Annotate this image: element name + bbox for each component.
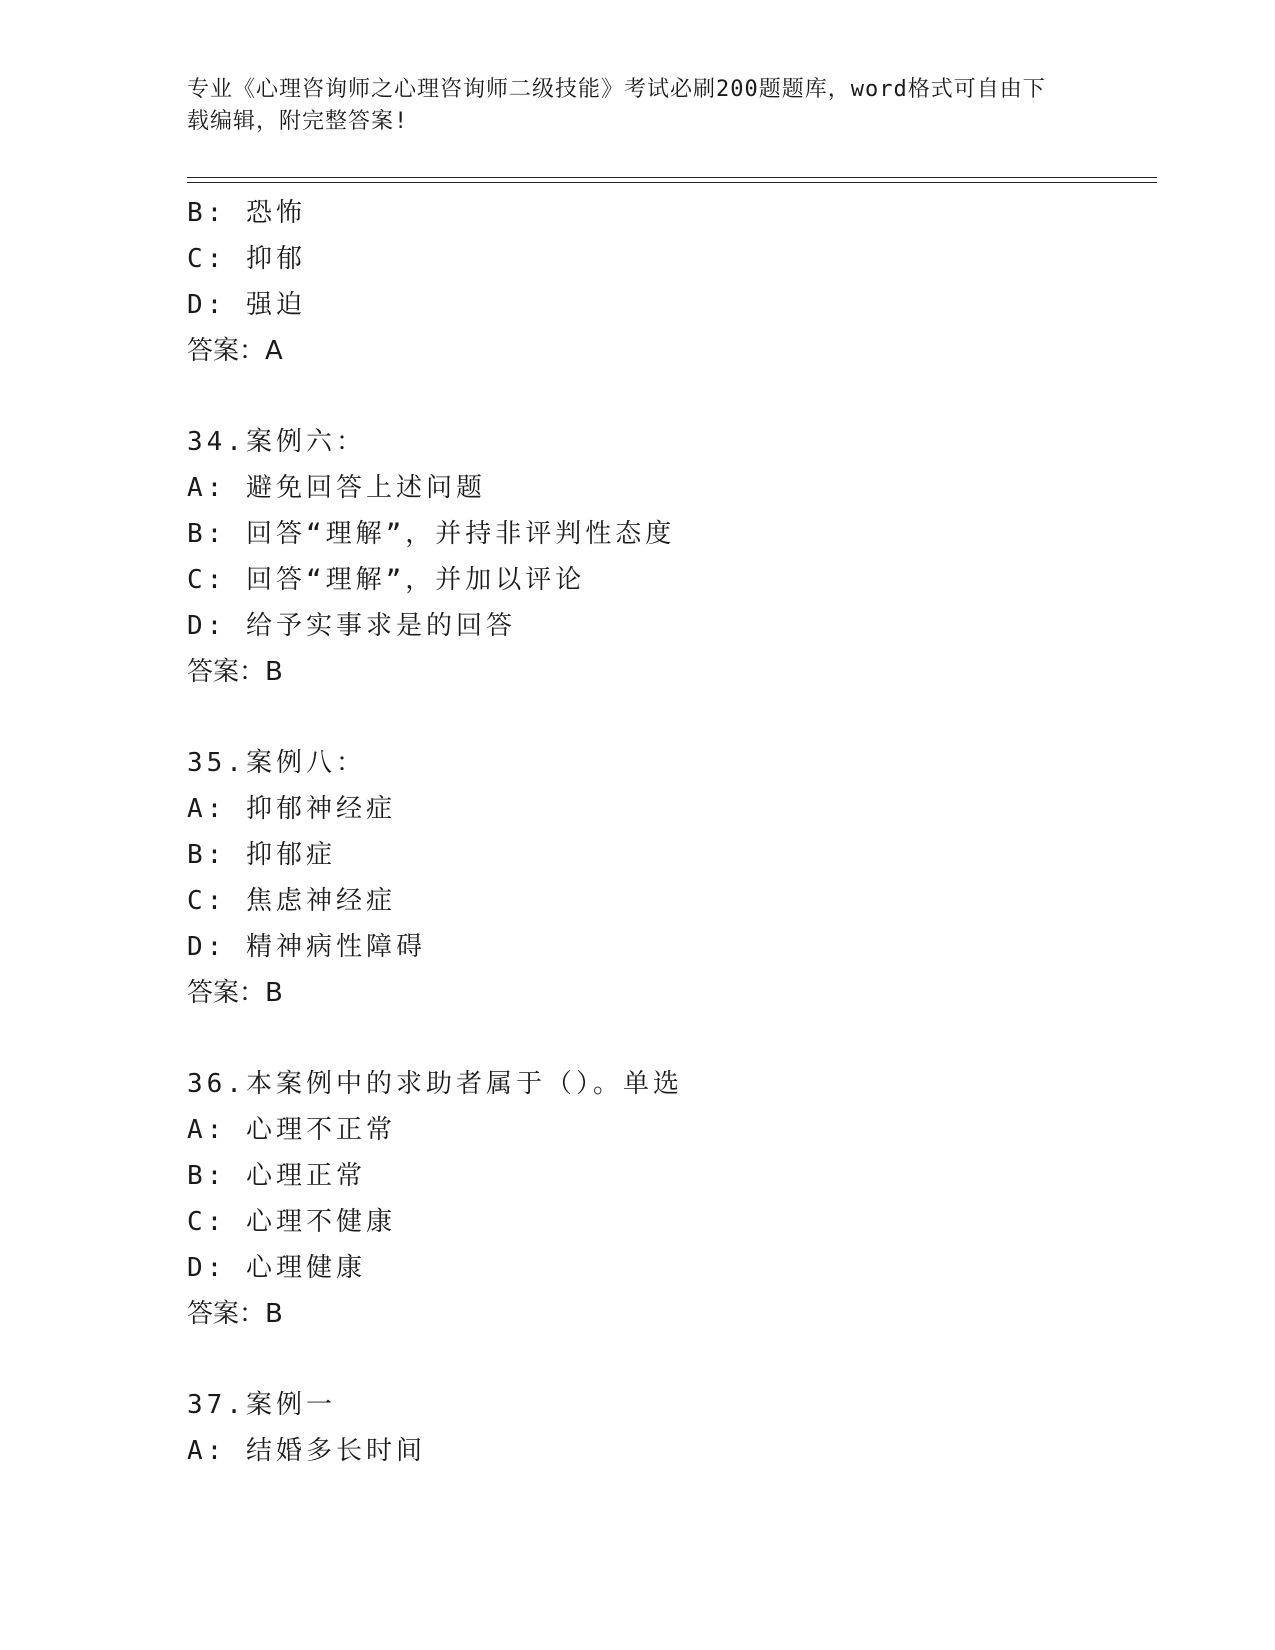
option-b: B: 恐怖 <box>187 198 306 228</box>
header-divider <box>187 177 1157 183</box>
option-d: D: 精神病性障碍 <box>187 932 426 962</box>
option-a: A: 心理不正常 <box>187 1115 396 1145</box>
question-37 <box>187 1382 1157 1474</box>
spacer <box>187 374 1157 419</box>
option-a: A: 结婚多长时间 <box>187 1436 426 1466</box>
document-header: 专业《心理咨询师之心理咨询师二级技能》考试必刷200题题库，word格式可自由下载编辑，附完整答案! <box>187 77 1046 134</box>
option-d: D: 给予实事求是的回答 <box>187 611 516 641</box>
spacer <box>187 1016 1157 1061</box>
question-stem: 36.本案例中的求助者属于（）。单选 <box>187 1069 683 1099</box>
question-stem: 34.案例六： <box>187 427 366 457</box>
answer: 答案：B <box>187 978 283 1008</box>
answer: 答案：B <box>187 657 283 687</box>
question-33-continuation <box>187 190 1157 374</box>
answer: 答案：B <box>187 1299 283 1329</box>
option-d: D: 强迫 <box>187 290 306 320</box>
question-stem: 35.案例八： <box>187 748 366 778</box>
spacer <box>187 695 1157 740</box>
option-a: A: 避免回答上述问题 <box>187 473 486 503</box>
question-36 <box>187 1061 1157 1337</box>
option-c: C: 回答“理解”，并加以评论 <box>187 565 586 595</box>
spacer <box>187 1337 1157 1382</box>
option-b: B: 回答“理解”，并持非评判性态度 <box>187 519 676 549</box>
question-list <box>187 190 1157 1474</box>
option-b: B: 抑郁症 <box>187 840 336 870</box>
question-34 <box>187 419 1157 695</box>
option-a: A: 抑郁神经症 <box>187 794 396 824</box>
option-c: C: 抑郁 <box>187 244 306 274</box>
question-stem: 37.案例一 <box>187 1390 336 1420</box>
option-d: D: 心理健康 <box>187 1253 366 1283</box>
answer: 答案：A <box>187 336 283 366</box>
question-35 <box>187 740 1157 1016</box>
option-c: C: 焦虑神经症 <box>187 886 396 916</box>
option-b: B: 心理正常 <box>187 1161 366 1191</box>
option-c: C: 心理不健康 <box>187 1207 396 1237</box>
